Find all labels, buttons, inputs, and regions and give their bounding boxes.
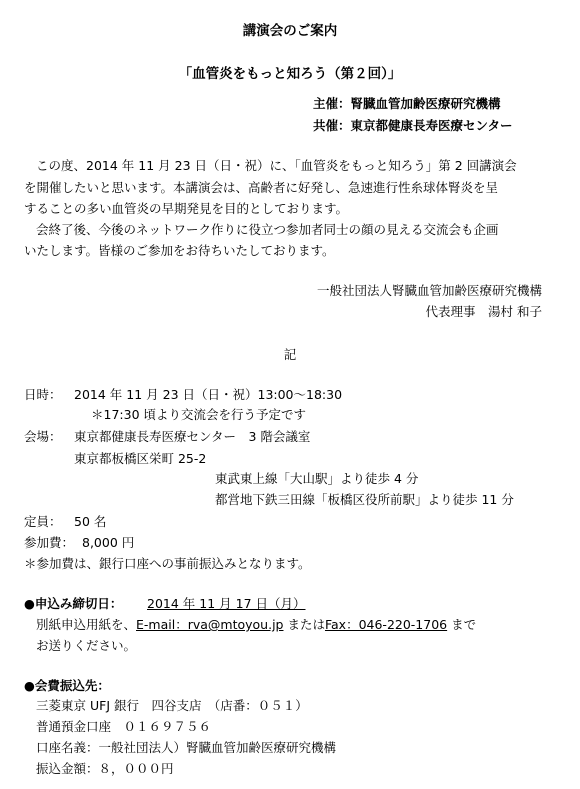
signature-representative: 代表理事 湯村 和子 <box>425 304 542 319</box>
fax-number: Fax：046-220-1706 <box>324 617 448 632</box>
intro-line: を開催したいと思います。本講演会は、高齢者に好発し、急速進行性糸球体腎炎を呈 <box>24 180 499 195</box>
deadline-date: 2014 年 11 月 17 日（月） <box>147 596 306 611</box>
instruction-text: 別紙申込用紙を、 <box>36 617 137 632</box>
capacity-value: 50 名 <box>74 514 107 529</box>
email-link[interactable]: E-mail：rva@mtoyou.jp <box>136 617 284 632</box>
venue-label: 会場： <box>24 429 62 444</box>
datetime-value: 2014 年 11 月 23 日（日・祝）13:00〜18:30 <box>74 387 343 402</box>
datetime-note: ＊17:30 頃より交流会を行う予定です <box>91 407 306 422</box>
deadline-label: ●申込み締切日： <box>24 596 123 611</box>
instruction-text: または <box>283 617 325 632</box>
deadline-instruction <box>36 616 476 633</box>
signature-org: 一般社団法人腎臓血管加齢医療研究機構 <box>316 283 542 298</box>
payment-label: ●会費振込先： <box>24 678 110 693</box>
payment-account: 普通預金口座 ０１６９７５６ <box>36 719 212 734</box>
payment-amount: 振込金額：８，０００円 <box>36 761 174 776</box>
intro-line: 会終了後、今後のネットワーク作りに役立つ参加者同士の顔の見える交流会も企画 <box>36 222 499 237</box>
intro-line: いたします。皆様のご参加をお待ちいたしております。 <box>24 243 335 258</box>
fee-note: ＊参加費は、銀行口座への事前振込みとなります。 <box>24 556 311 571</box>
host-organizer: 主催：腎臓血管加齢医療研究機構 <box>313 96 501 111</box>
venue-access: 東武東上線「大山駅」より徒歩 4 分 <box>215 471 419 486</box>
cohost-organizer: 共催：東京都健康長寿医療センター <box>313 118 513 133</box>
venue-access: 都営地下鉄三田線「板橋区役所前駅」より徒歩 11 分 <box>215 492 514 507</box>
doc-title: 講演会のご案内 <box>242 23 338 39</box>
fee-label: 参加費： <box>24 535 75 550</box>
fee-value: 8,000 円 <box>82 535 135 550</box>
lecture-title: 「血管炎をもっと知ろう（第２回）」 <box>178 66 402 82</box>
payment-holder: 口座名義：一般社団法人）腎臓血管加齢医療研究機構 <box>36 740 337 755</box>
deadline-instruction-2: お送りください。 <box>36 638 137 653</box>
payment-bank: 三菱東京 UFJ 銀行 四谷支店 （店番：０５１） <box>36 698 308 713</box>
capacity-label: 定員： <box>24 514 62 529</box>
intro-line: することの多い血管炎の早期発見を目的としております。 <box>24 201 349 216</box>
instruction-text: まで <box>447 617 477 632</box>
ki-heading: 記 <box>283 347 297 362</box>
intro-line: この度、2014 年 11 月 23 日（日・祝）に、「血管炎をもっと知ろう」第 2 回講演会 <box>36 158 517 173</box>
venue-name: 東京都健康長寿医療センター 3 階会議室 <box>74 429 311 444</box>
venue-address: 東京都板橋区栄町 25-2 <box>74 451 207 466</box>
datetime-label: 日時： <box>24 387 62 402</box>
